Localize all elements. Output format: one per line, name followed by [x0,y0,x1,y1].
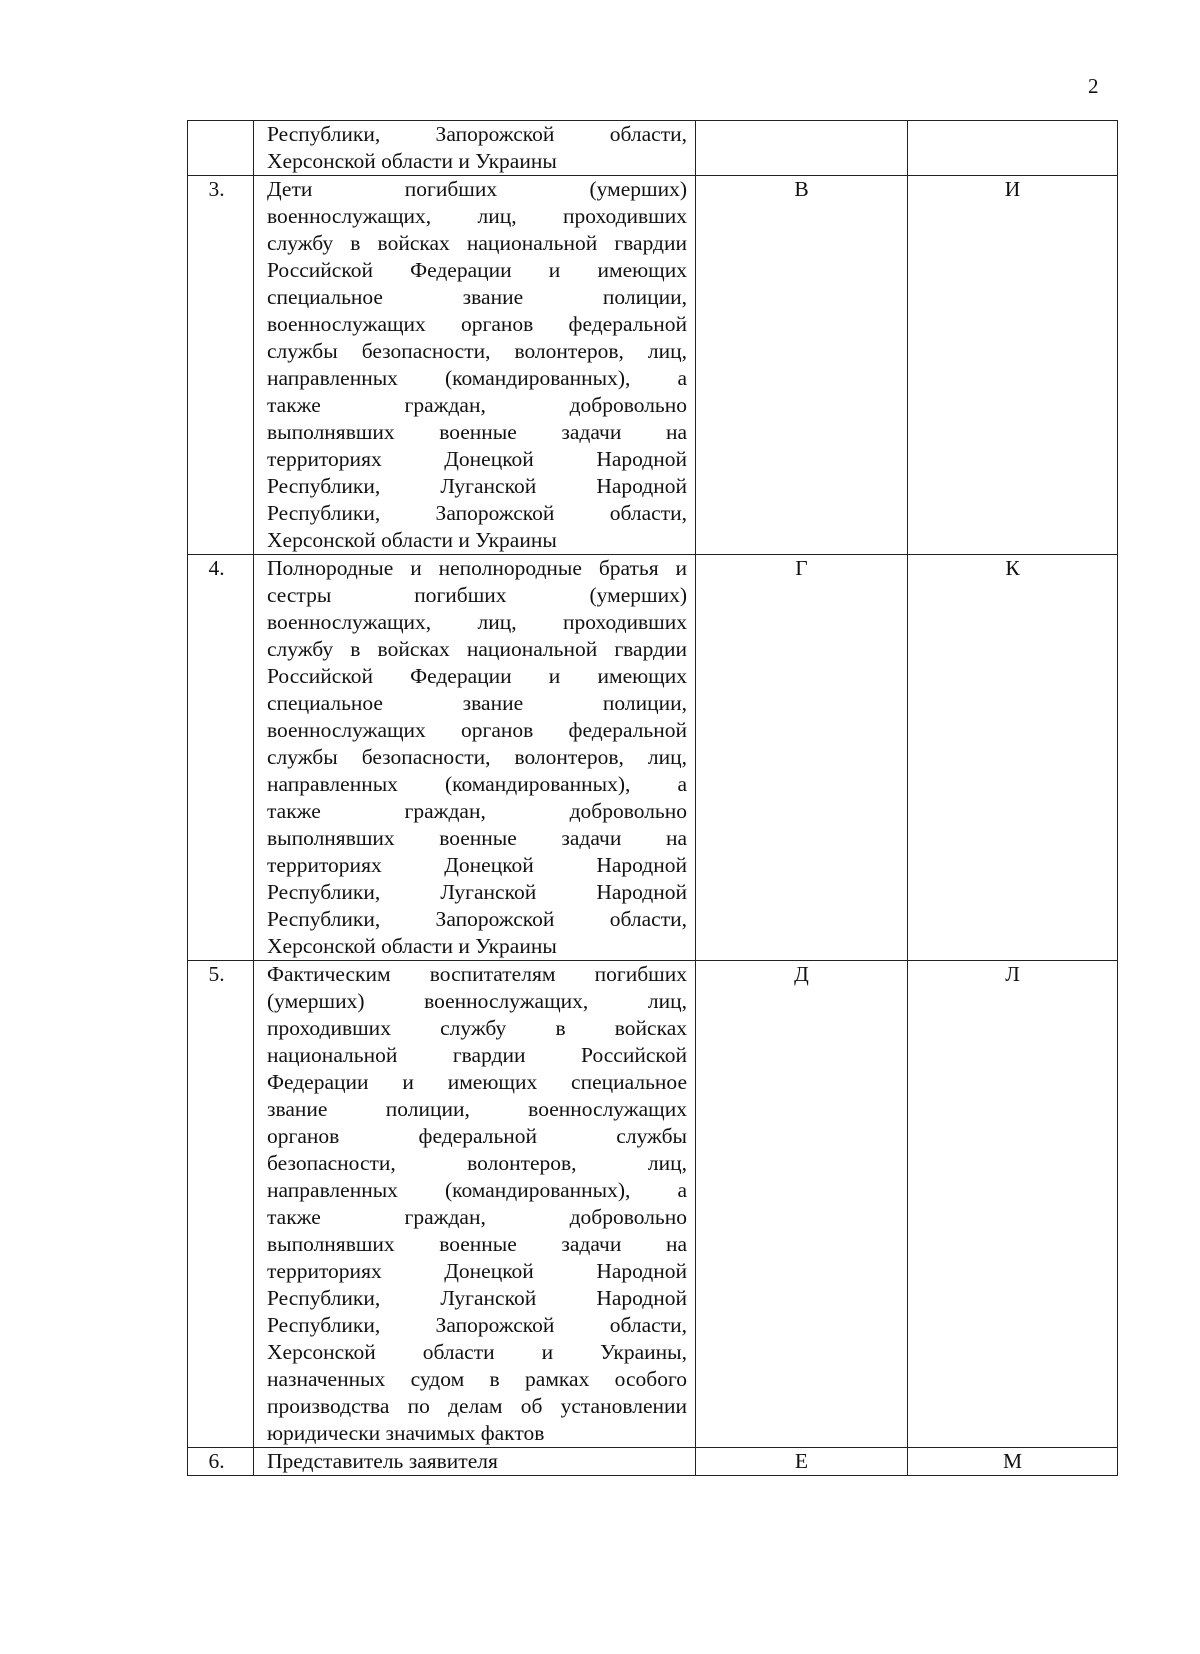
description-line: также граждан, добровольно [267,393,687,417]
description-line: Республики, Луганской Народной [267,1286,687,1310]
description-line: территориях Донецкой Народной [267,447,687,471]
description-line: Российской Федерации и имеющих [267,258,687,282]
description-line: службы безопасности, волонтеров, лиц, [267,339,687,363]
description-line: службы безопасности, волонтеров, лиц, [267,745,687,769]
description-line: Республики, Луганской Народной [267,880,687,904]
description-line: направленных (командированных), а [267,1178,687,1202]
page-number: 2 [1088,74,1099,98]
description-line: Российской Федерации и имеющих [267,664,687,688]
table-row [188,555,1118,961]
description-line: Дети погибших (умерших) [267,177,687,201]
description-line: производства по делам об установлении [267,1394,687,1418]
category-description [254,176,696,555]
description-line: органов федеральной службы [267,1124,687,1148]
description-line: проходивших службу в войсках [267,1016,687,1040]
description-line: специальное звание полиции, [267,691,687,715]
code-a: Д [696,961,908,1448]
description-line: Полнородные и неполнородные братья и [267,556,687,580]
description-line: выполнявших военные задачи на [267,420,687,444]
description-line: территориях Донецкой Народной [267,1259,687,1283]
code-a: Г [696,555,908,961]
code-b: М [908,1448,1118,1476]
table-row [188,121,1118,176]
description-line: Херсонской области и Украины [267,934,557,958]
code-b: К [908,555,1118,961]
description-line: назначенных судом в рамках особого [267,1367,687,1391]
description-line: Херсонской области и Украины [267,149,557,173]
description-line: Республики, Запорожской области, [267,907,687,931]
row-number: 3. [188,176,254,555]
description-line: службу в войсках национальной гвардии [267,637,687,661]
description-line: Республики, Запорожской области, [267,1313,687,1337]
description-line: также граждан, добровольно [267,1205,687,1229]
description-line: территориях Донецкой Народной [267,853,687,877]
description-line: Херсонской области и Украины [267,528,557,552]
code-b [908,121,1118,176]
code-a [696,121,908,176]
description-line: Представитель заявителя [267,1449,498,1473]
description-line: военнослужащих органов федеральной [267,312,687,336]
description-line: сестры погибших (умерших) [267,583,687,607]
category-description [254,961,696,1448]
table-row [188,1448,1118,1476]
description-line: Республики, Запорожской области, [267,122,687,146]
description-line: также граждан, добровольно [267,799,687,823]
code-a: Е [696,1448,908,1476]
description-line: специальное звание полиции, [267,285,687,309]
description-line: звание полиции, военнослужащих [267,1097,687,1121]
description-line: безопасности, волонтеров, лиц, [267,1151,687,1175]
row-number: 6. [188,1448,254,1476]
code-a: В [696,176,908,555]
category-description [254,121,696,176]
category-description [254,1448,696,1476]
description-line: Республики, Запорожской области, [267,501,687,525]
category-description [254,555,696,961]
description-line: военнослужащих, лиц, проходивших [267,610,687,634]
description-line: военнослужащих органов федеральной [267,718,687,742]
description-line: выполнявших военные задачи на [267,1232,687,1256]
description-line: национальной гвардии Российской [267,1043,687,1067]
table-row [188,176,1118,555]
row-number [188,121,254,176]
description-line: военнослужащих, лиц, проходивших [267,204,687,228]
table-body [188,121,1118,1476]
description-line: Федерации и имеющих специальное [267,1070,687,1094]
description-line: службу в войсках национальной гвардии [267,231,687,255]
description-line: юридически значимых фактов [267,1421,545,1445]
row-number: 4. [188,555,254,961]
description-line: направленных (командированных), а [267,366,687,390]
description-line: выполнявших военные задачи на [267,826,687,850]
table-row [188,961,1118,1448]
description-line: Фактическим воспитателям погибших [267,962,687,986]
category-table [187,120,1118,1476]
description-line: направленных (командированных), а [267,772,687,796]
code-b: И [908,176,1118,555]
row-number: 5. [188,961,254,1448]
description-line: (умерших) военнослужащих, лиц, [267,989,687,1013]
description-line: Херсонской области и Украины, [267,1340,687,1364]
code-b: Л [908,961,1118,1448]
description-line: Республики, Луганской Народной [267,474,687,498]
